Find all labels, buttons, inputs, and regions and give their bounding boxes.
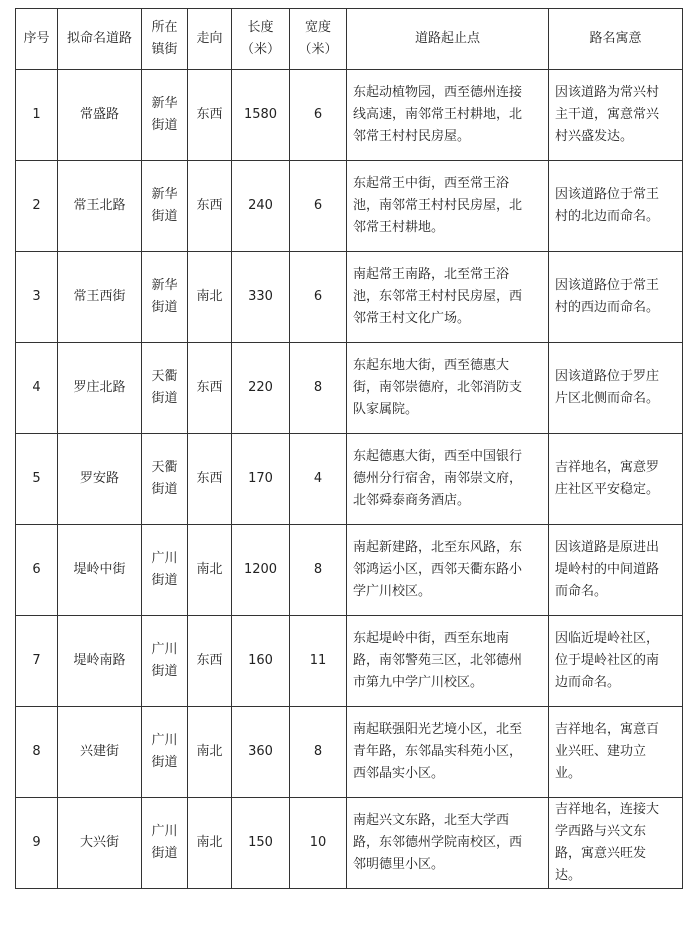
cell-meaning: 吉祥地名，连接大 学西路与兴文东 路，寓意兴旺发 达。 (549, 798, 683, 889)
cell-direction: 东西 (188, 616, 232, 707)
table-body (16, 70, 683, 889)
table-row (16, 343, 683, 434)
cell-road-name: 常王北路 (58, 161, 142, 252)
table-row (16, 161, 683, 252)
cell-meaning: 吉祥地名，寓意罗 庄社区平安稳定。 (549, 434, 683, 525)
cell-direction: 南北 (188, 525, 232, 616)
table-row (16, 798, 683, 889)
cell-road-name: 常王西街 (58, 252, 142, 343)
header-width: 宽度 （米） (290, 9, 347, 70)
cell-no: 4 (16, 343, 58, 434)
cell-width: 6 (290, 70, 347, 161)
cell-meaning: 因该道路位于常王 村的西边而命名。 (549, 252, 683, 343)
header-endpoints: 道路起止点 (347, 9, 549, 70)
cell-direction: 东西 (188, 343, 232, 434)
cell-road-name: 常盛路 (58, 70, 142, 161)
cell-length: 330 (232, 252, 290, 343)
cell-no: 8 (16, 707, 58, 798)
cell-street: 广川 街道 (142, 798, 188, 889)
table-row (16, 616, 683, 707)
table-row (16, 525, 683, 616)
cell-endpoints: 南起兴文东路，北至大学西 路，东邻德州学院南校区，西 邻明德里小区。 (347, 798, 549, 889)
cell-street: 新华 街道 (142, 70, 188, 161)
cell-street: 天衢 街道 (142, 343, 188, 434)
cell-length: 240 (232, 161, 290, 252)
table-row (16, 252, 683, 343)
cell-no: 5 (16, 434, 58, 525)
cell-no: 3 (16, 252, 58, 343)
cell-no: 7 (16, 616, 58, 707)
header-name: 拟命名道路 (58, 9, 142, 70)
header-length: 长度 （米） (232, 9, 290, 70)
cell-width: 4 (290, 434, 347, 525)
cell-endpoints: 南起新建路，北至东风路，东 邻鸿运小区，西邻天衢东路小 学广川校区。 (347, 525, 549, 616)
cell-road-name: 罗庄北路 (58, 343, 142, 434)
cell-meaning: 吉祥地名，寓意百 业兴旺、建功立 业。 (549, 707, 683, 798)
cell-length: 360 (232, 707, 290, 798)
header-no: 序号 (16, 9, 58, 70)
cell-no: 6 (16, 525, 58, 616)
cell-meaning: 因该道路为常兴村 主干道，寓意常兴 村兴盛发达。 (549, 70, 683, 161)
cell-endpoints: 东起东地大街，西至德惠大 街，南邻崇德府，北邻消防支 队家属院。 (347, 343, 549, 434)
cell-direction: 南北 (188, 707, 232, 798)
cell-endpoints: 东起德惠大街，西至中国银行 德州分行宿舍，南邻崇文府， 北邻舜泰商务酒店。 (347, 434, 549, 525)
cell-direction: 东西 (188, 70, 232, 161)
cell-street: 新华 街道 (142, 161, 188, 252)
cell-length: 220 (232, 343, 290, 434)
cell-endpoints: 东起常王中街，西至常王浴 池，南邻常王村村民房屋，北 邻常王村耕地。 (347, 161, 549, 252)
cell-direction: 南北 (188, 252, 232, 343)
cell-length: 160 (232, 616, 290, 707)
cell-width: 8 (290, 707, 347, 798)
cell-width: 6 (290, 252, 347, 343)
cell-width: 11 (290, 616, 347, 707)
cell-endpoints: 东起堤岭中街，西至东地南 路，南邻警苑三区，北邻德州 市第九中学广川校区。 (347, 616, 549, 707)
cell-meaning: 因该道路位于罗庄 片区北侧而命名。 (549, 343, 683, 434)
cell-no: 2 (16, 161, 58, 252)
cell-length: 1580 (232, 70, 290, 161)
cell-street: 广川 街道 (142, 525, 188, 616)
header-meaning: 路名寓意 (549, 9, 683, 70)
road-naming-table-wrapper (15, 8, 683, 889)
cell-street: 广川 街道 (142, 707, 188, 798)
cell-meaning: 因临近堤岭社区， 位于堤岭社区的南 边而命名。 (549, 616, 683, 707)
cell-length: 150 (232, 798, 290, 889)
table-row (16, 707, 683, 798)
road-naming-table (15, 8, 683, 889)
cell-width: 8 (290, 343, 347, 434)
header-street: 所在 镇街 (142, 9, 188, 70)
cell-endpoints: 东起动植物园，西至德州连接 线高速，南邻常王村耕地，北 邻常王村村民房屋。 (347, 70, 549, 161)
cell-direction: 东西 (188, 434, 232, 525)
cell-length: 1200 (232, 525, 290, 616)
header-direction: 走向 (188, 9, 232, 70)
cell-road-name: 堤岭中街 (58, 525, 142, 616)
header-row (16, 9, 683, 70)
cell-no: 1 (16, 70, 58, 161)
cell-meaning: 因该道路位于常王 村的北边而命名。 (549, 161, 683, 252)
cell-length: 170 (232, 434, 290, 525)
cell-road-name: 大兴街 (58, 798, 142, 889)
cell-width: 6 (290, 161, 347, 252)
cell-width: 10 (290, 798, 347, 889)
cell-road-name: 堤岭南路 (58, 616, 142, 707)
cell-endpoints: 南起常王南路，北至常王浴 池，东邻常王村村民房屋，西 邻常王村文化广场。 (347, 252, 549, 343)
cell-street: 天衢 街道 (142, 434, 188, 525)
cell-meaning: 因该道路是原进出 堤岭村的中间道路 而命名。 (549, 525, 683, 616)
cell-road-name: 兴建街 (58, 707, 142, 798)
cell-direction: 东西 (188, 161, 232, 252)
cell-direction: 南北 (188, 798, 232, 889)
cell-no: 9 (16, 798, 58, 889)
cell-street: 广川 街道 (142, 616, 188, 707)
table-row (16, 434, 683, 525)
table-row (16, 70, 683, 161)
cell-street: 新华 街道 (142, 252, 188, 343)
cell-road-name: 罗安路 (58, 434, 142, 525)
cell-width: 8 (290, 525, 347, 616)
cell-endpoints: 南起联强阳光艺境小区，北至 青年路，东邻晶实科苑小区， 西邻晶实小区。 (347, 707, 549, 798)
